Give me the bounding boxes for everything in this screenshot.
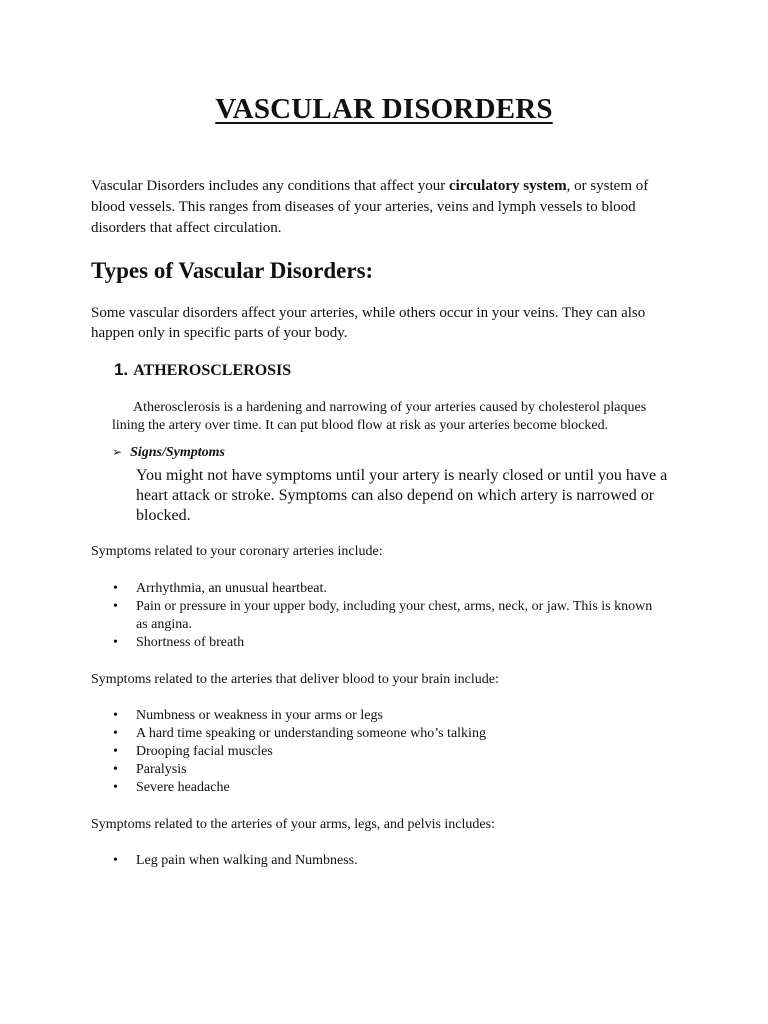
limbs-lead: Symptoms related to the arteries of your arms, legs, and pelvis includes: (91, 817, 495, 832)
intro-text-before: Vascular Disorders includes any conditions that affect your (91, 178, 449, 194)
bullet-icon: • (113, 762, 118, 777)
types-paragraph: Some vascular disorders affect your arteries, while others occur in your veins. They can also happen only in specific parts of your body. (91, 305, 646, 341)
list-item-text: Arrhythmia, an unusual heartbeat. (136, 581, 327, 596)
list-item-text: A hard time speaking or understanding someone who’s talking (136, 726, 486, 741)
list-item-text: Numbness or weakness in your arms or legs (136, 708, 383, 723)
brain-lead: Symptoms related to the arteries that deliver blood to your brain include: (91, 672, 499, 687)
bullet-icon: • (113, 581, 118, 596)
bullet-icon: • (113, 708, 118, 723)
list-item (113, 779, 653, 797)
types-heading: Types of Vascular Disorders: (91, 258, 374, 283)
list-item-text: Shortness of breath (136, 635, 245, 650)
section-heading-atherosclerosis (114, 360, 291, 380)
section-heading-text: ATHEROSCLEROSIS (133, 362, 292, 379)
list-item (113, 761, 653, 779)
bullet-icon: • (113, 853, 118, 868)
limbs-list (113, 852, 653, 870)
bullet-icon: • (113, 780, 118, 795)
list-item (113, 725, 653, 743)
bullet-icon: • (113, 635, 118, 650)
coronary-lead: Symptoms related to your coronary arteries include: (91, 544, 383, 559)
list-item (113, 852, 653, 870)
bullet-icon: • (113, 599, 118, 614)
list-item (113, 743, 653, 761)
brain-list (113, 707, 653, 797)
section-number: 1. (114, 360, 129, 379)
intro-paragraph (91, 176, 681, 239)
signs-heading-text: Signs/Symptoms (130, 445, 225, 460)
list-item-text: Leg pain when walking and Numbness. (136, 853, 358, 868)
list-item-text: Severe headache (136, 780, 230, 795)
atherosclerosis-paragraph: Atherosclerosis is a hardening and narrowing of your arteries caused by cholesterol plaques lining the artery over time. It can put blood flow at risk as your arteries become blocked. (112, 400, 647, 433)
list-item-text: Pain or pressure in your upper body, including your chest, arms, neck, or jaw. This is known as angina. (136, 599, 653, 632)
bullet-icon: • (113, 744, 118, 759)
arrow-bullet-icon: ➢ (112, 445, 123, 459)
intro-bold-term: circulatory system (448, 178, 567, 194)
signs-paragraph: You might not have symptoms until your artery is nearly closed or until you have a heart attack or stroke. Symptoms can also depend on which artery is narrowed or blocked. (136, 467, 668, 524)
signs-heading (112, 445, 225, 461)
intro-text-after: , or system of blood vessels. This ranges from diseases of your arteries, veins and lymph vessels to blood disorders that affect circulation. (91, 178, 649, 236)
list-item-text: Paralysis (136, 762, 187, 777)
list-item (113, 707, 653, 725)
list-item (113, 634, 653, 652)
bullet-icon: • (113, 726, 118, 741)
list-item (113, 580, 653, 598)
coronary-list (113, 580, 653, 652)
list-item-text: Drooping facial muscles (136, 744, 273, 759)
list-item (113, 598, 653, 634)
page-title: VASCULAR DISORDERS (215, 93, 553, 125)
